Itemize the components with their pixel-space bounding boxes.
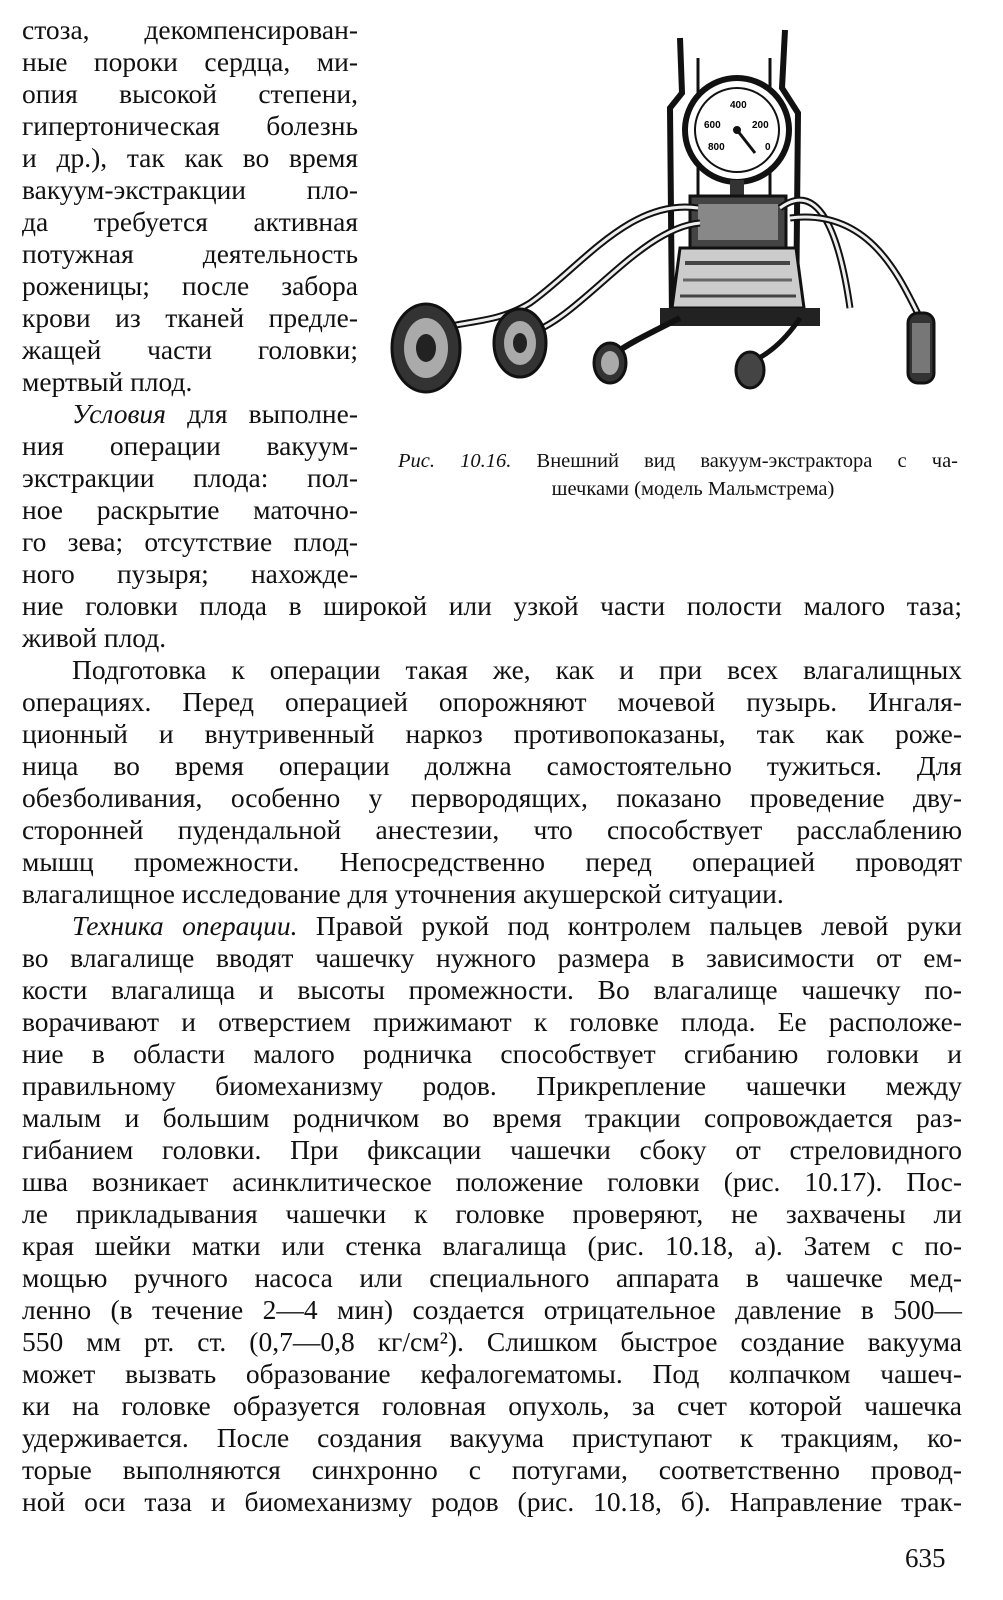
- caption-text-1: Внешний вид вакуум-экстрактора с ча-: [536, 450, 959, 472]
- text-line: 550 мм рт. ст. (0,7—0,8 кг/см²). Слишком быстрое создание вакуума: [22, 1326, 962, 1357]
- text-line: ные пороки сердца, ми-: [22, 46, 358, 77]
- text-line: крови из тканей предле-: [22, 302, 358, 333]
- cup-large: [392, 304, 460, 392]
- text-line: ния операции вакуум-: [22, 430, 358, 461]
- gauge-label-400: 400: [730, 100, 747, 111]
- text-line: и др.), так как во время: [22, 142, 358, 173]
- text-line: мощью ручного насоса или специального аппарата в чашечке мед-: [22, 1262, 962, 1293]
- technique-rest: Правой рукой под контролем пальцев левой руки: [297, 910, 962, 941]
- text-line: [22, 398, 358, 430]
- text-line: удерживается. После создания вакуума приступают к тракциям, ко-: [22, 1422, 962, 1453]
- cup-small-2: [736, 352, 764, 388]
- text-line: шва возникает асинклитическое положение головки (рис. 10.17). Пос-: [22, 1166, 962, 1197]
- text-line: ки на головке образуется головная опухоль, за счет которой чашечка: [22, 1390, 962, 1421]
- page-number: 635: [905, 1543, 946, 1573]
- text-line: потужная деятельность: [22, 238, 358, 269]
- text-line: обезболивания, особенно у первородящих, показано проведение дву-: [22, 782, 962, 813]
- text-line: ного пузыря; нахожде-: [22, 558, 358, 589]
- text-line: живой плод.: [22, 622, 167, 653]
- cup-small: [594, 343, 626, 383]
- text-line: во влагалище вводят чашечку нужного размера в зависимости от ем-: [22, 942, 962, 973]
- text-line: операциях. Перед операцией опорожняют мочевой пузырь. Ингаля-: [22, 686, 962, 717]
- text-line: стоза, декомпенсирован-: [22, 14, 358, 45]
- figure-caption: [398, 447, 958, 503]
- text-line: вакуум-экстракции пло-: [22, 174, 358, 205]
- vacuum-extractor-illustration: [380, 18, 980, 423]
- text-line: ле прикладывания чашечки к головке проверяют, не захвачены ли: [22, 1198, 962, 1229]
- text-line: влагалищное исследование для уточнения акушерской ситуации.: [22, 878, 784, 909]
- text-line: ционный и внутривенный наркоз противопоказаны, так как роже-: [22, 718, 962, 749]
- text-line: го зева; отсутствие плод-: [22, 526, 358, 557]
- caption-text-2: шечками (модель Мальмстрема): [551, 478, 835, 500]
- text-line: [22, 910, 962, 942]
- text-line: торые выполняются синхронно с потугами, соответственно провод-: [22, 1454, 962, 1485]
- text-line: мышц промежности. Непосредственно перед операцией проводят: [22, 846, 962, 877]
- text-line: опия высокой степени,: [22, 78, 358, 109]
- text-line: ница во время операции должна самостоятельно тужиться. Для: [22, 750, 962, 781]
- gauge-label-200: 200: [752, 120, 769, 131]
- technique-lead: Техника операции.: [72, 910, 298, 941]
- gauge-label-600: 600: [704, 120, 721, 131]
- cup-medium: [494, 309, 546, 377]
- text-line: ленно (в течение 2—4 мин) создается отрицательное давление в 500—: [22, 1294, 962, 1325]
- text-line: ние в области малого родничка способствует сгибанию головки и: [22, 1038, 962, 1069]
- text-line: да требуется активная: [22, 206, 358, 237]
- text-line: может вызвать образование кефалогематомы. Под колпачком чашеч-: [22, 1358, 962, 1389]
- text-line: малым и большим родничком во время тракции сопровождается раз-: [22, 1102, 962, 1133]
- text-line: ной оси таза и биомеханизму родов (рис. 10.18, б). Направление трак-: [22, 1486, 962, 1517]
- conditions-lead: Условия: [72, 398, 166, 429]
- text-line: правильному биомеханизму родов. Прикрепление чашечки между: [22, 1070, 962, 1101]
- text-line: ное раскрытие маточно-: [22, 494, 358, 525]
- text-line: ворачивают и отверстием прижимают к головке плода. Ее расположе-: [22, 1006, 962, 1037]
- caption-line-1: [398, 447, 958, 475]
- text-line: кости влагалища и высоты промежности. Во влагалище чашечку по-: [22, 974, 962, 1005]
- text-line: сторонней пудендальной анестезии, что способствует расслаблению: [22, 814, 962, 845]
- text-line: экстракции плода: пол-: [22, 462, 358, 493]
- conditions-rest: для выполне-: [165, 398, 358, 429]
- gauge-label-800: 800: [708, 142, 725, 153]
- text-line: гибанием головки. При фиксации чашечки сбоку от стреловидного: [22, 1134, 962, 1165]
- text-line: края шейки матки или стенка влагалища (рис. 10.18, а). Затем с по-: [22, 1230, 962, 1261]
- text-line: роженицы; после забора: [22, 270, 358, 301]
- text-line: гипертоническая болезнь: [22, 110, 358, 141]
- vacuum-extractor-figure: [380, 18, 980, 423]
- text-line: жащей части головки;: [22, 334, 358, 365]
- caption-label: Рис. 10.16.: [398, 450, 512, 472]
- text-line: ние головки плода в широкой или узкой части полости малого таза;: [22, 590, 962, 621]
- text-line: мертвый плод.: [22, 366, 193, 397]
- text-line: Подготовка к операции такая же, как и при всех влагалищных: [72, 654, 962, 685]
- gauge-label-0: 0: [765, 142, 771, 153]
